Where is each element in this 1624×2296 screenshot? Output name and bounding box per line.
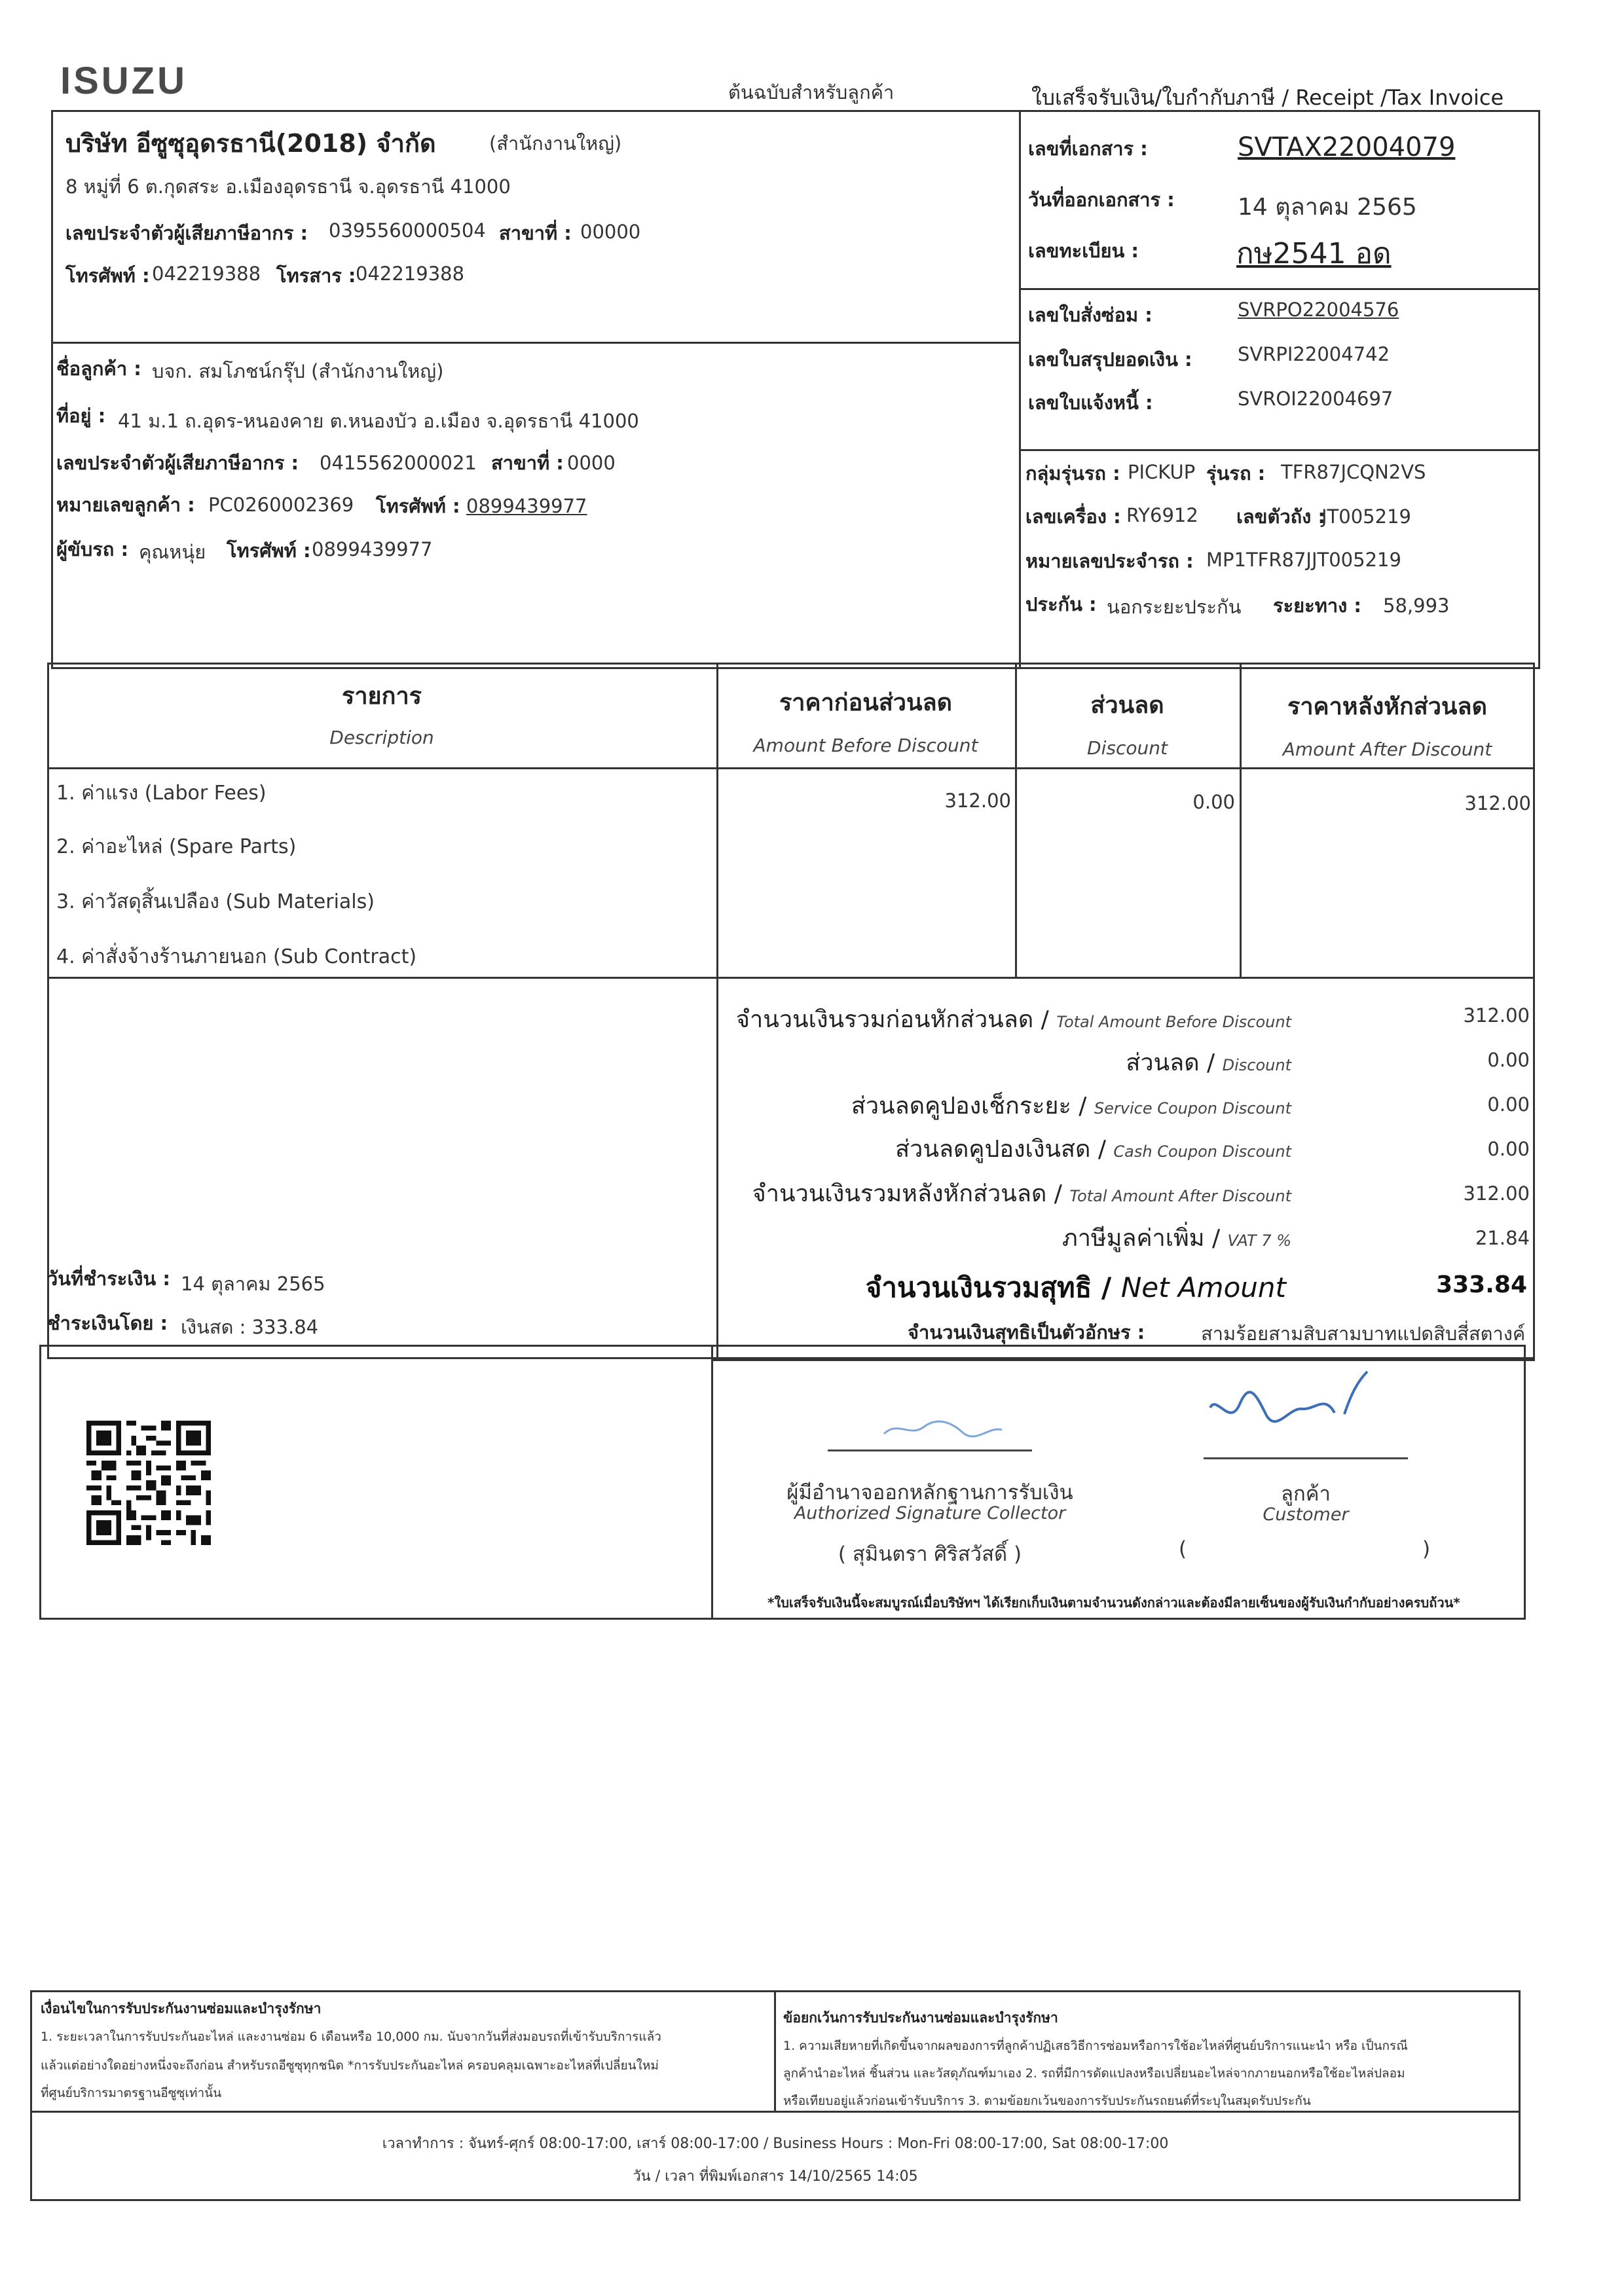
net-amount-label: จำนวนเงินรวมสุทธิ / Net Amount xyxy=(865,1271,1286,1303)
doc-date-label: วันที่ออกเอกสาร : xyxy=(1028,189,1175,211)
payment-method: เงินสด : 333.84 xyxy=(181,1316,319,1338)
driver-label: ผู้ขับรถ : xyxy=(56,538,129,560)
plate-label: เลขทะเบียน : xyxy=(1028,240,1139,262)
vehicle-model: TFR87JCQN2VS xyxy=(1281,461,1426,483)
summary-discount-value: 0.00 xyxy=(1487,1049,1530,1071)
doc-divider-2 xyxy=(1019,449,1540,451)
item-row-2-desc: 2. ค่าอะไหล่ (Spare Parts) xyxy=(56,835,297,858)
mileage: 58,993 xyxy=(1383,594,1450,617)
company-branch-note: (สำนักงานใหญ่) xyxy=(489,132,622,155)
repair-order-no: SVRPO22004576 xyxy=(1238,299,1399,321)
item-row-1-before: 312.00 xyxy=(944,790,1011,812)
summary-discount-label: ส่วนลด / Discount xyxy=(1126,1049,1291,1076)
table-items-divider xyxy=(47,977,1535,979)
terms-right-title: ข้อยกเว้นการรับประกันงานซ่อมและบำรุงรักษา xyxy=(783,2010,1058,2026)
chassis-no: JT005219 xyxy=(1321,505,1411,528)
customer-name: บจก. สมโภชน์กรุ๊ป (สำนักงานใหญ่) xyxy=(152,360,444,382)
summary-no-label: เลขใบสรุปยอดเงิน : xyxy=(1028,348,1192,371)
terms-right-line-1: 1. ความเสียหายที่เกิดขึ้นจากผลของการที่ลูกค้าปฏิเสธวิธีการซ่อมหรือการใช้อะไหล่ที่ศูนย์บริการแนะนำ หรือ เป็นกรณี xyxy=(783,2039,1408,2053)
vehicle-group-label: กลุ่มรุ่นรถ : xyxy=(1025,462,1120,484)
vin: MP1TFR87JJT005219 xyxy=(1206,549,1401,571)
chassis-label: เลขตัวถัง : xyxy=(1236,505,1326,528)
collector-name: ( สุมินตรา ศิริสวัสดิ์ ) xyxy=(838,1542,1022,1566)
customer-label-en: Customer xyxy=(1263,1504,1349,1525)
item-row-3-desc: 3. ค่าวัสดุสิ้นเปลือง (Sub Materials) xyxy=(56,890,375,913)
customer-name-close: ) xyxy=(1422,1537,1431,1561)
payment-date-label: วันที่ชำระเงิน : xyxy=(47,1267,170,1290)
company-branch: 00000 xyxy=(580,221,641,243)
company-branch-label: สาขาที่ : xyxy=(499,222,572,244)
terms-left-line-3: ที่ศูนย์บริการมาตรฐานอีซูซุเท่านั้น xyxy=(41,2086,222,2100)
customer-tax-id-label: เลขประจำตัวผู้เสียภาษีอากร : xyxy=(56,452,299,474)
company-fax-label: โทรสาร : xyxy=(276,264,356,287)
customer-no: PC0260002369 xyxy=(208,494,354,516)
company-fax: 042219388 xyxy=(356,263,465,285)
summary-total-before-label: จำนวนเงินรวมก่อนหักส่วนลด / Total Amount Before Discount xyxy=(735,1006,1291,1033)
customer-signature xyxy=(1204,1368,1374,1447)
item-row-1-desc: 1. ค่าแรง (Labor Fees) xyxy=(56,782,267,805)
driver-name: คุณหนุ่ย xyxy=(139,541,206,563)
summary-service-coupon-label: ส่วนลดคูปองเช็กระยะ / Service Coupon Discount xyxy=(851,1093,1291,1120)
header-description-en: Description xyxy=(329,727,434,748)
copy-label: ต้นฉบับสำหรับลูกค้า xyxy=(728,81,895,103)
company-tax-id-label: เลขประจำตัวผู้เสียภาษีอากร : xyxy=(65,222,308,244)
customer-branch: 0000 xyxy=(567,452,616,474)
item-row-1-discount: 0.00 xyxy=(1192,791,1235,813)
company-phone-label: โทรศัพท์ : xyxy=(65,264,150,287)
summary-total-after-label: จำนวนเงินรวมหลังหักส่วนลด / Total Amount After Discount xyxy=(752,1180,1291,1207)
signature-right-top xyxy=(711,1359,1526,1361)
customer-signature-line xyxy=(1204,1457,1408,1459)
document-title: ใบเสร็จรับเงิน/ใบกำกับภาษี / Receipt /Tax Invoice xyxy=(1031,85,1504,110)
customer-tax-id: 0415562000021 xyxy=(320,452,477,474)
header-before-th: ราคาก่อนส่วนลด xyxy=(779,689,953,716)
qr-code xyxy=(86,1421,211,1545)
col-divider-1 xyxy=(716,663,718,1359)
header-description-th: รายการ xyxy=(342,683,422,710)
driver-phone: 0899439977 xyxy=(312,538,433,560)
driver-phone-label: โทรศัพท์ : xyxy=(227,539,311,562)
doc-no: SVTAX22004079 xyxy=(1238,132,1456,162)
header-after-th: ราคาหลังหักส่วนลด xyxy=(1287,693,1487,720)
vehicle-model-label: รุ่นรถ : xyxy=(1206,462,1266,484)
vehicle-group: PICKUP xyxy=(1128,461,1196,483)
payment-date: 14 ตุลาคม 2565 xyxy=(181,1273,325,1295)
company-name: บริษัท อีซูซุอุดรธานี(2018) จำกัด xyxy=(65,129,436,158)
vin-label: หมายเลขประจำรถ : xyxy=(1025,550,1194,572)
warranty-label: ประกัน : xyxy=(1025,593,1097,615)
customer-name-open: ( xyxy=(1179,1537,1187,1561)
summary-vat-label: ภาษีมูลค่าเพิ่ม / VAT 7 % xyxy=(1061,1225,1291,1252)
collector-signature xyxy=(871,1408,1015,1447)
company-divider xyxy=(51,342,1019,344)
debt-no: SVROI22004697 xyxy=(1238,388,1393,410)
summary-no: SVRPI22004742 xyxy=(1238,343,1390,365)
item-row-4-desc: 4. ค่าสั่งจ้างร้านภายนอก (Sub Contract) xyxy=(56,945,417,968)
header-discount-th: ส่วนลด xyxy=(1090,692,1164,719)
company-phone: 042219388 xyxy=(152,263,261,285)
terms-right-line-2: ลูกค้านำอะไหล่ ชิ้นส่วน และวัสดุภัณฑ์มาเอง 2. รถที่มีการดัดแปลงหรือเปลี่ยนอะไหล่จากภายนอกหรือใช้อะไหล่ปลอม xyxy=(783,2066,1405,2081)
header-divider xyxy=(1019,110,1021,669)
header-before-en: Amount Before Discount xyxy=(753,735,978,756)
customer-label-th: ลูกค้า xyxy=(1281,1482,1331,1506)
mileage-label: ระยะทาง : xyxy=(1273,594,1361,617)
doc-date: 14 ตุลาคม 2565 xyxy=(1238,194,1417,221)
customer-address-label: ที่อยู่ : xyxy=(56,405,106,427)
net-amount-value: 333.84 xyxy=(1436,1271,1527,1298)
engine-no: RY6912 xyxy=(1126,504,1198,526)
item-row-1-after: 312.00 xyxy=(1464,792,1531,814)
customer-branch-label: สาขาที่ : xyxy=(491,452,564,474)
plate-no: กษ2541 อด xyxy=(1236,237,1392,270)
terms-right-line-3: หรือเทียบอยู่แล้วก่อนเข้ารับบริการ 3. ตามข้อยกเว้นของการรับประกันรถยนต์ที่ระบุในสมุดรับประกัน xyxy=(783,2094,1311,2108)
collector-signature-line xyxy=(828,1449,1032,1451)
summary-cash-coupon-label: ส่วนลดคูปองเงินสด / Cash Coupon Discount xyxy=(895,1136,1291,1163)
header-discount-en: Discount xyxy=(1087,737,1168,759)
doc-divider-1 xyxy=(1019,288,1540,290)
printed-timestamp: วัน / เวลา ที่พิมพ์เอกสาร 14/10/2565 14:05 xyxy=(633,2168,918,2185)
customer-address: 41 ม.1 ถ.อุดร-หนองคาย ต.หนองบัว อ.เมือง จ.อุดรธานี 41000 xyxy=(118,410,639,432)
summary-cash-coupon-value: 0.00 xyxy=(1487,1138,1530,1160)
debt-no-label: เลขใบแจ้งหนี้ : xyxy=(1028,392,1153,414)
summary-total-after-value: 312.00 xyxy=(1463,1182,1530,1205)
summary-service-coupon-value: 0.00 xyxy=(1487,1093,1530,1116)
net-words-label: จำนวนเงินสุทธิเป็นตัวอักษร : xyxy=(908,1321,1145,1343)
summary-vat-value: 21.84 xyxy=(1475,1227,1530,1249)
signature-divider xyxy=(711,1345,713,1620)
customer-phone: 0899439977 xyxy=(466,495,587,517)
terms-left-line-1: 1. ระยะเวลาในการรับประกันอะไหล่ และงานซ่อม 6 เดือนหรือ 10,000 กม. นับจากวันที่ส่งมอบรถที่เข้ารับบริการแล้ว xyxy=(41,2030,661,2044)
company-address: 8 หมู่ที่ 6 ต.กุดสระ อ.เมืองอุดรธานี จ.อุดรธานี 41000 xyxy=(65,175,511,198)
net-words: สามร้อยสามสิบสามบาทแปดสิบสี่สตางค์ xyxy=(1201,1322,1526,1345)
terms-left-line-2: แล้วแต่อย่างใดอย่างหนึ่งจะถึงก่อน สำหรับรถอีซูซุทุกชนิด *การรับประกันอะไหล่ ครอบคลุมเฉพาะอะไหล่ที่เปลี่ยนใหม่ xyxy=(41,2058,659,2073)
customer-no-label: หมายเลขลูกค้า : xyxy=(56,494,195,516)
table-header-divider xyxy=(47,767,1535,769)
company-tax-id: 0395560000504 xyxy=(329,219,486,242)
collector-label-th: ผู้มีอำนาจออกหลักฐานการรับเงิน xyxy=(786,1481,1073,1504)
business-hours: เวลาทำการ : จันทร์-ศุกร์ 08:00-17:00, เสาร์ 08:00-17:00 / Business Hours : Mon-Fri 08:00-17:00, Sat 08:00-17:00 xyxy=(382,2136,1169,2152)
payment-method-label: ชำระเงินโดย : xyxy=(47,1312,168,1334)
warranty: นอกระยะประกัน xyxy=(1107,596,1242,618)
isuzu-logo: ISUZU xyxy=(60,60,187,102)
terms-divider xyxy=(774,1990,776,2111)
header-after-en: Amount After Discount xyxy=(1282,738,1492,760)
doc-no-label: เลขที่เอกสาร : xyxy=(1028,137,1148,160)
collector-label-en: Authorized Signature Collector xyxy=(794,1503,1066,1523)
repair-order-label: เลขใบสั่งซ่อม : xyxy=(1028,304,1153,326)
summary-total-before-value: 312.00 xyxy=(1463,1004,1530,1027)
customer-phone-label: โทรศัพท์ : xyxy=(376,495,460,517)
terms-left-title: เงื่อนไขในการรับประกันงานซ่อมและบำรุงรักษา xyxy=(41,2001,322,2016)
customer-name-label: ชื่อลูกค้า : xyxy=(56,357,141,380)
receipt-disclaimer: *ใบเสร็จรับเงินนี้จะสมบูรณ์เมื่อบริษัทฯ ได้เรียกเก็บเงินตามจำนวนดังกล่าวและต้องมีลายเซ็นของผู้รับเงินกำกับอย่างครบถ้วน* xyxy=(767,1595,1460,1611)
engine-label: เลขเครื่อง : xyxy=(1025,505,1121,528)
